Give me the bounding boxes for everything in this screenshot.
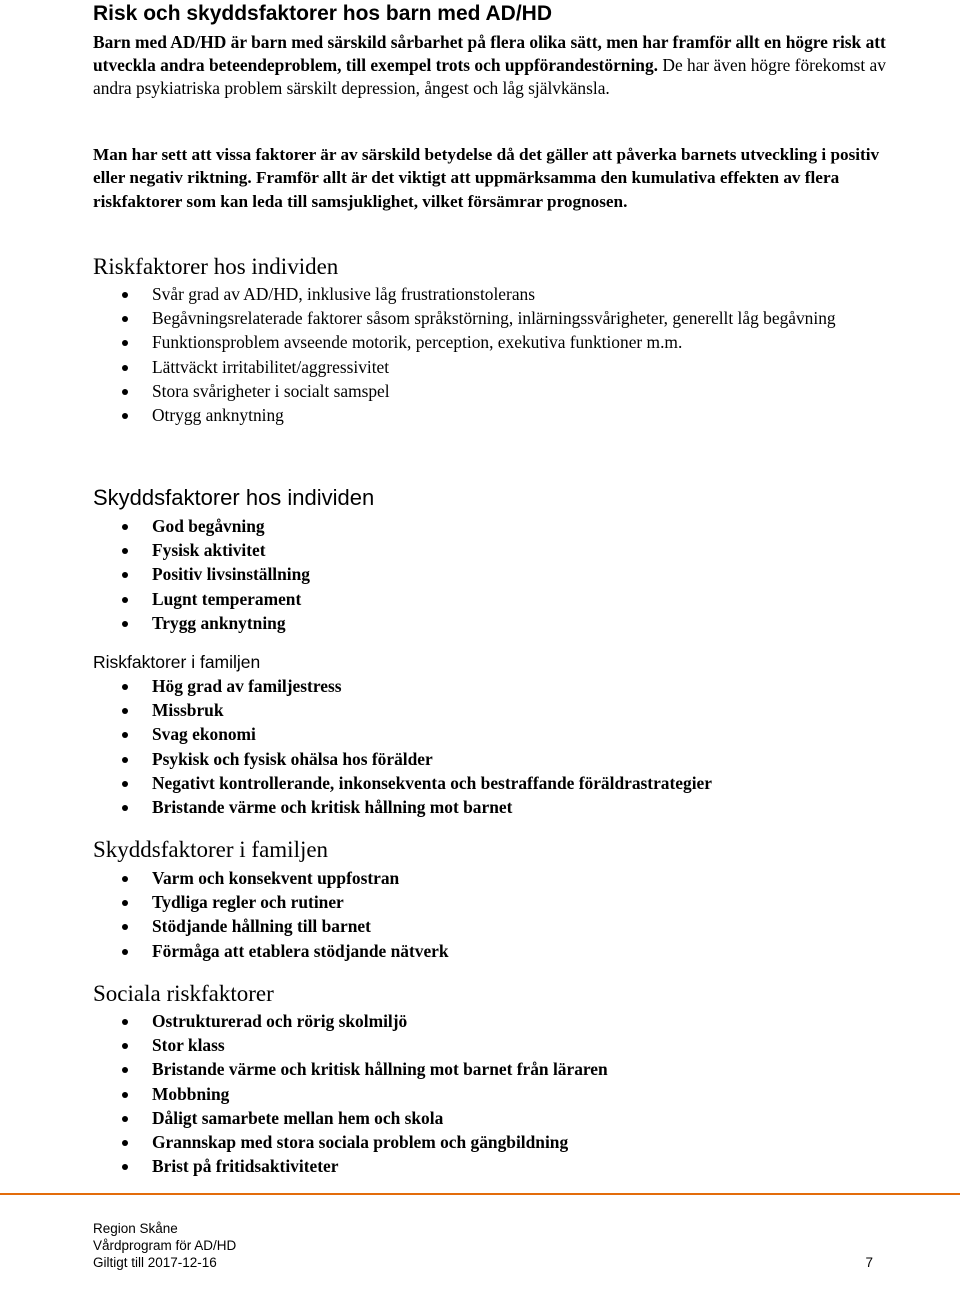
- list-item: Negativt kontrollerande, inkonsekventa och bestraffande föräldrastrategier: [93, 771, 913, 795]
- footer-program: Vårdprogram för AD/HD: [93, 1238, 237, 1253]
- list-item: Otrygg anknytning: [93, 403, 913, 427]
- list-item: Trygg anknytning: [93, 611, 913, 635]
- list-skydd-familj: [93, 866, 913, 963]
- section-title-risk-familj: Riskfaktorer i familjen: [93, 652, 261, 672]
- list-item: Lättväckt irritabilitet/aggressivitet: [93, 355, 913, 379]
- list-item: Positiv livsinställning: [93, 562, 913, 586]
- list-item: Förmåga att etablera stödjande nätverk: [93, 939, 913, 963]
- list-item: Varm och konsekvent uppfostran: [93, 866, 913, 890]
- list-item: Tydliga regler och rutiner: [93, 890, 913, 914]
- section-title-risk-individ: Riskfaktorer hos individen: [93, 254, 339, 279]
- list-item: Funktionsproblem avseende motorik, perception, exekutiva funktioner m.m.: [93, 330, 913, 354]
- list-sociala-risk: [93, 1009, 913, 1178]
- list-item: God begåvning: [93, 514, 913, 538]
- list-risk-individ: [93, 282, 913, 427]
- list-item: Psykisk och fysisk ohälsa hos förälder: [93, 747, 913, 771]
- footer-org: Region Skåne: [93, 1221, 178, 1236]
- list-item: Svår grad av AD/HD, inklusive låg frustrationstolerans: [93, 282, 913, 306]
- list-item: Mobbning: [93, 1082, 913, 1106]
- list-item: Bristande värme och kritisk hållning mot barnet: [93, 795, 913, 819]
- list-item: Svag ekonomi: [93, 722, 913, 746]
- list-item: Fysisk aktivitet: [93, 538, 913, 562]
- list-item: Ostrukturerad och rörig skolmiljö: [93, 1009, 913, 1033]
- list-skydd-individ: [93, 514, 913, 635]
- list-item: Stor klass: [93, 1033, 913, 1057]
- intro-normal-text: De har även högre förekomst av andra psykiatriska problem särskilt depression, ångest och låg självkänsla.: [93, 55, 886, 99]
- section-title-sociala-risk: Sociala riskfaktorer: [93, 981, 274, 1006]
- list-item: Missbruk: [93, 698, 913, 722]
- factors-paragraph: Man har sett att vissa faktorer är av särskild betydelse då det gäller att påverka barnets utveckling i positiv eller negativ riktning. Framför allt är det viktigt att uppmärksamma den kumulativa effekten av flera riskfaktorer som kan leda till samsjuklighet, vilket försämrar prognosen.: [93, 145, 880, 211]
- list-risk-familj: [93, 674, 913, 819]
- section-title-skydd-individ: Skyddsfaktorer hos individen: [93, 485, 375, 510]
- list-item: Stora svårigheter i socialt samspel: [93, 379, 913, 403]
- page-footer: [93, 1220, 873, 1271]
- list-item: Hög grad av familjestress: [93, 674, 913, 698]
- list-item: Lugnt temperament: [93, 587, 913, 611]
- page-title: Risk och skyddsfaktorer hos barn med AD/HD: [93, 2, 553, 25]
- list-item: Brist på fritidsaktiviteter: [93, 1154, 913, 1178]
- page-number: 7: [865, 1255, 873, 1270]
- intro-bold-text: Barn med AD/HD är barn med särskild sårbarhet på flera olika sätt, men har framför allt en högre risk att utveckla andra beteendeproblem, till exempel trots och uppförandestörning.: [93, 32, 886, 76]
- list-item: Stödjande hållning till barnet: [93, 914, 913, 938]
- list-item: Grannskap med stora sociala problem och gängbildning: [93, 1130, 913, 1154]
- footer-validity: Giltigt till 2017-12-16: [93, 1255, 217, 1270]
- footer-divider: [0, 1193, 960, 1195]
- section-title-skydd-familj: Skyddsfaktorer i familjen: [93, 837, 329, 862]
- list-item: Dåligt samarbete mellan hem och skola: [93, 1106, 913, 1130]
- list-item: Bristande värme och kritisk hållning mot barnet från läraren: [93, 1057, 913, 1081]
- list-item: Begåvningsrelaterade faktorer såsom språkstörning, inlärningssvårigheter, generellt låg begåvning: [93, 306, 913, 330]
- intro-paragraph: [93, 31, 913, 101]
